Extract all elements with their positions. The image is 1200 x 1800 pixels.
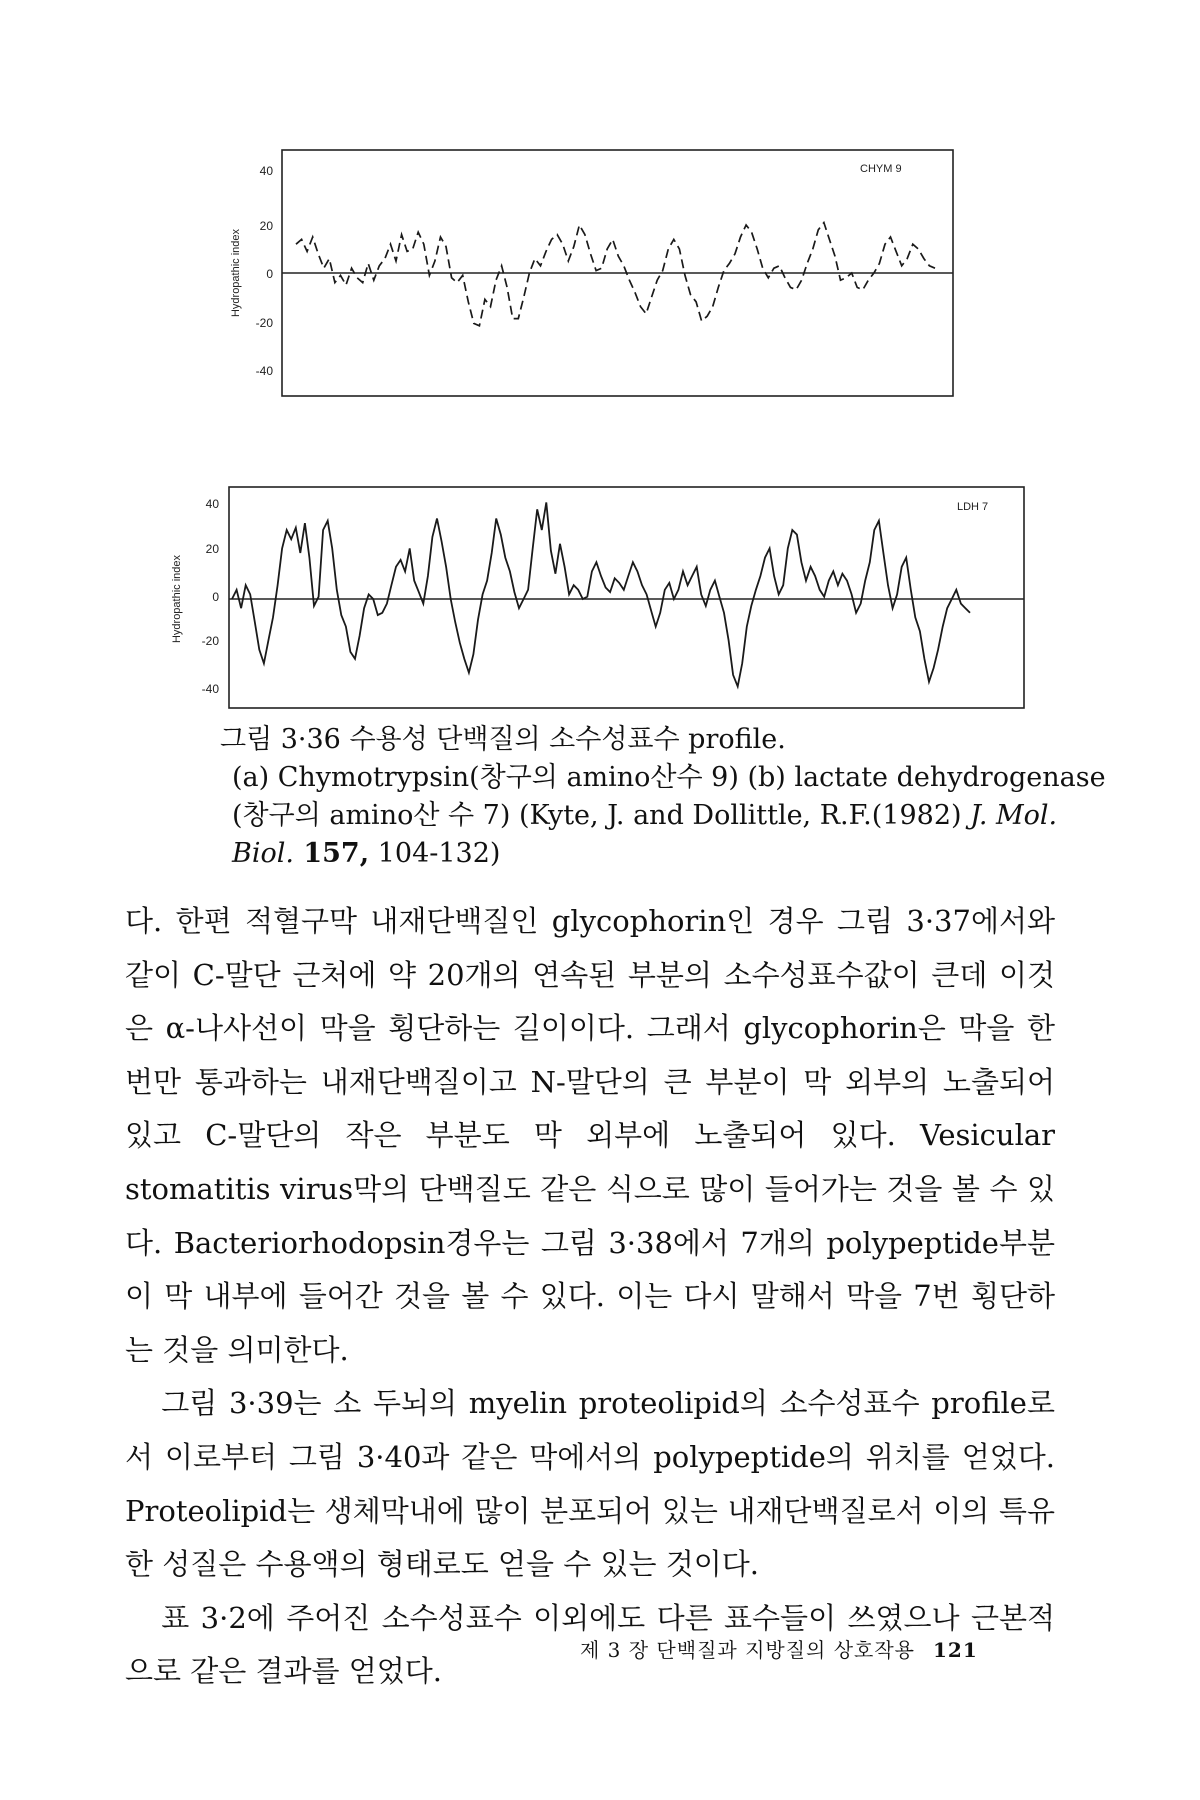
y-tick-label: -20 [201,634,219,648]
caption-citation: (창구의 amino산 수 7) (Kyte, J. and Dollittle, R.F.(1982) [232,800,971,831]
caption-line-4 [232,836,500,872]
y-tick-label: 20 [205,542,219,556]
y-tick-label: 20 [259,219,273,233]
body-text [125,895,1055,1699]
y-tick-label: -40 [255,364,273,378]
page-number: 121 [933,1638,978,1662]
caption-line-3 [232,798,1057,834]
y-tick-label: -40 [201,682,219,696]
panel-ldh7 [171,487,1024,708]
caption-journal: J. Mol. [970,800,1058,831]
panel-label: LDH 7 [957,501,989,513]
y-axis-label: Hydropathic index [230,228,242,318]
y-tick-label: 0 [212,590,219,604]
caption-journal-cont: Biol. [232,838,294,869]
plot-frame [229,487,1024,708]
hydropathy-figure [0,0,1200,760]
caption-line-2: (a) Chymotrypsin(창구의 amino산수 9) (b) lactate dehydrogenase [232,762,1106,793]
y-tick-label: -20 [255,316,273,330]
caption-volume: 157, [293,838,370,869]
panel-label: CHYM 9 [860,163,902,175]
paragraph: 표 3·2에 주어진 소수성표수 이외에도 다른 표수들이 쓰였으나 근본적으로 같은 결과를 얻었다. [125,1600,1055,1689]
y-tick-label: 0 [266,267,273,281]
y-tick-label: 40 [205,497,219,511]
caption-pages: 104-132) [369,838,501,869]
y-axis-label: Hydropathic index [171,554,183,644]
page-footer [580,1634,1060,1663]
paragraph: 그림 3·39는 소 두뇌의 myelin proteolipid의 소수성표수 profile로서 이로부터 그림 3·40과 같은 막에서의 polypeptide의 위치를 얻었다. Proteolipid는 생체막내에 많이 분포되어 있는 내재단백질로서 이의 특유한 성질은 수용액의 형태로도 얻을 수 있는 것이다. [125,1386,1055,1582]
chapter-title: 제 3 장 단백질과 지방질의 상호작용 [580,1638,915,1662]
panel-chym9 [230,150,953,396]
ldh7-profile-line [232,502,970,686]
y-tick-label: 40 [259,164,273,178]
paragraph: 다. 한편 적혈구막 내재단백질인 glycophorin인 경우 그림 3·37에서와 같이 C-말단 근처에 약 20개의 연속된 부분의 소수성표수값이 큰데 이것은 α-나사선이 막을 횡단하는 길이이다. 그래서 glycophorin은 막을 한번만 통과하는 내재단백질이고 N-말단의 큰 부분이 막 외부의 노출되어 있고 C-말단의 작은 부분도 막 외부에 노출되어 있다. Vesicular stomatitis virus막의 단백질도 같은 식으로 많이 들어가는 것을 볼 수 있다. Bacteriorhodopsin경우는 그림 3·38에서 7개의 polypeptide부분이 막 내부에 들어간 것을 볼 수 있다. 이는 다시 말해서 막을 7번 횡단하는 것을 의미한다. [125,904,1055,1367]
caption-line-1: 그림 3·36 수용성 단백질의 소수성표수 profile. [220,724,786,755]
chym9-profile-line [296,223,935,326]
